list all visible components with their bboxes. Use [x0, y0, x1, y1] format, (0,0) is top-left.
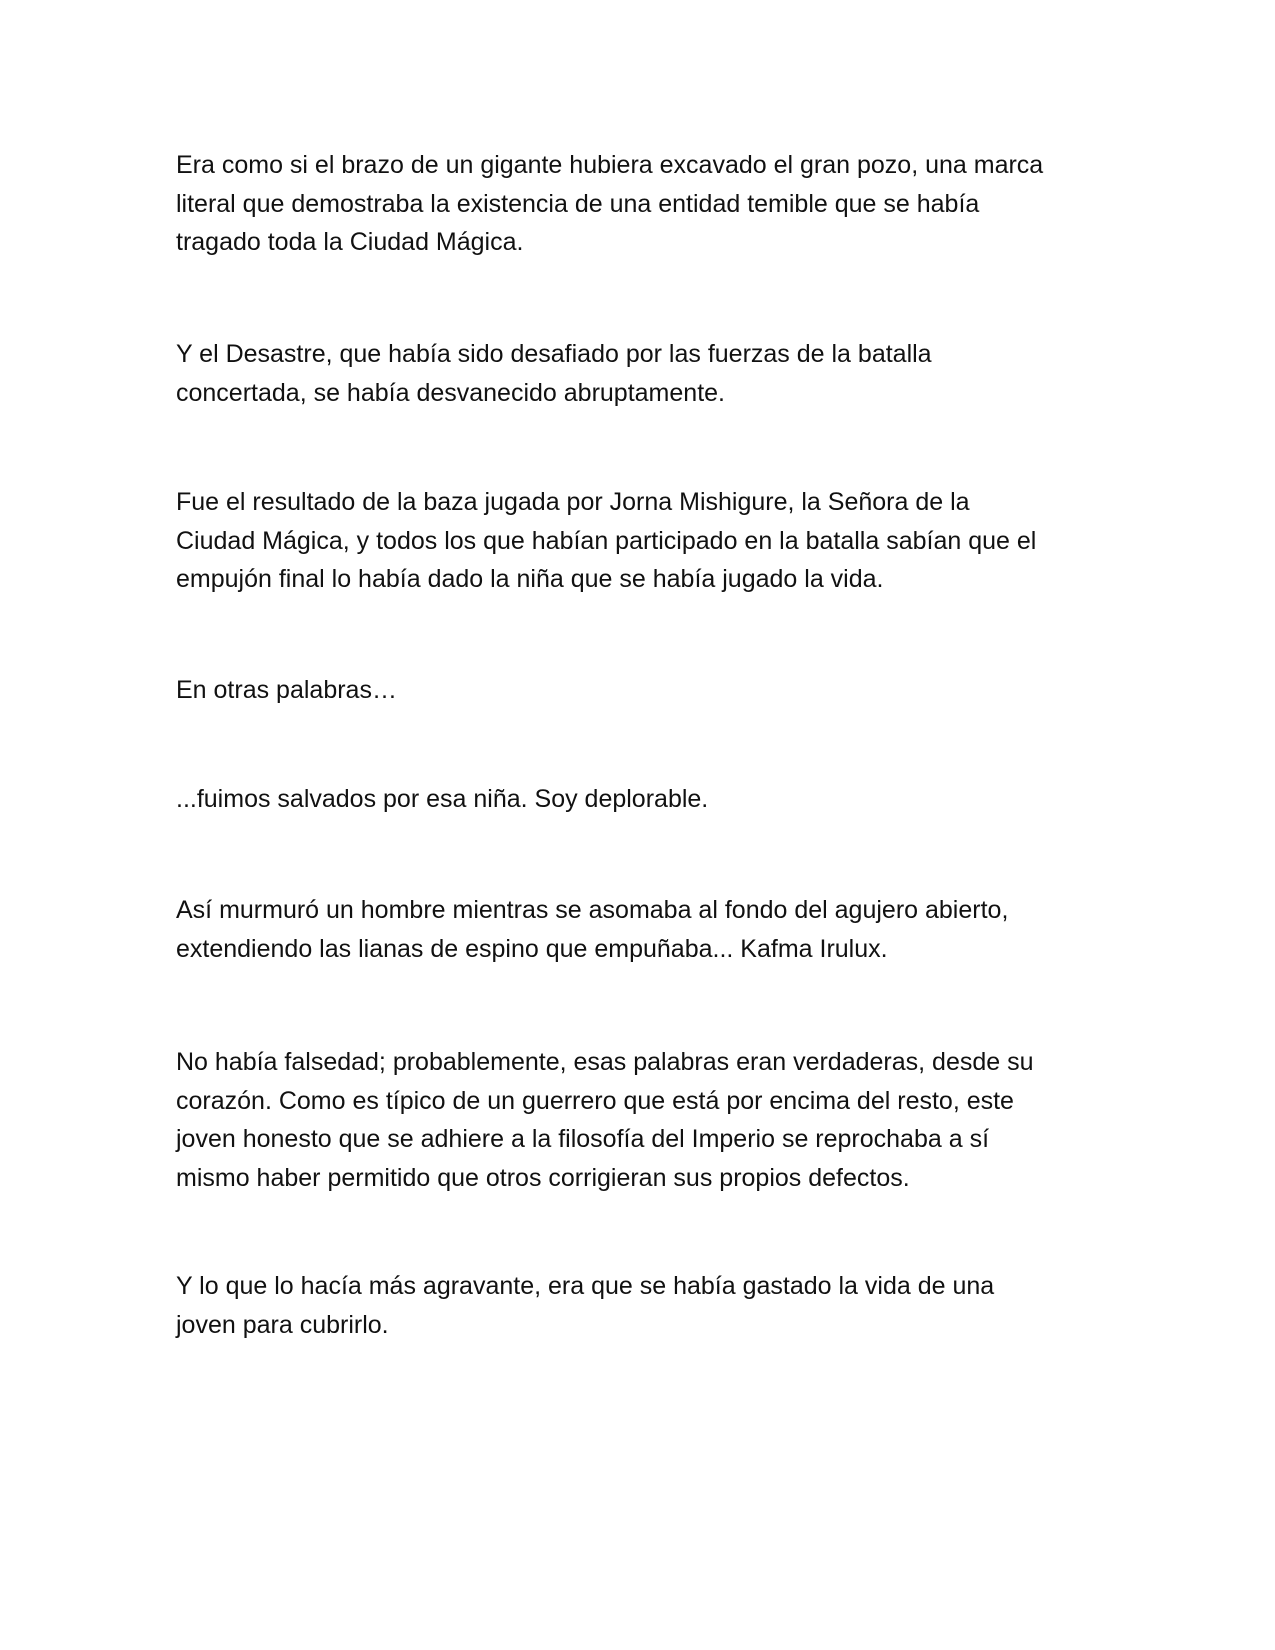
paragraph: En otras palabras… — [176, 676, 397, 704]
paragraph: Fue el resultado de la baza jugada por Jorna Mishigure, la Señora de la Ciudad Mágica, y todos los que habían participado en la batalla sabían que el empujón final lo había dado la niña que se había jugado la vida. — [176, 488, 1037, 593]
paragraph: Así murmuró un hombre mientras se asomaba al fondo del agujero abierto, extendiendo las lianas de espino que empuñaba... Kafma Irulux. — [176, 896, 1009, 963]
paragraph: Y lo que lo hacía más agravante, era que se había gastado la vida de una joven para cubrirlo. — [176, 1272, 995, 1339]
paragraph: Y el Desastre, que había sido desafiado por las fuerzas de la batalla concertada, se había desvanecido abruptamente. — [176, 340, 932, 407]
paragraph: ...fuimos salvados por esa niña. Soy deplorable. — [176, 785, 709, 813]
paragraph: Era como si el brazo de un gigante hubiera excavado el gran pozo, una marca literal que demostraba la existencia de una entidad temible que se había tragado toda la Ciudad Mágica. — [176, 151, 1044, 256]
paragraph: No había falsedad; probablemente, esas palabras eran verdaderas, desde su corazón. Como es típico de un guerrero que está por encima del resto, este joven honesto que se adhiere a la filosofía del Imperio se reprochaba a sí mismo haber permitido que otros corrigieran sus propios defectos. — [176, 1048, 1034, 1192]
